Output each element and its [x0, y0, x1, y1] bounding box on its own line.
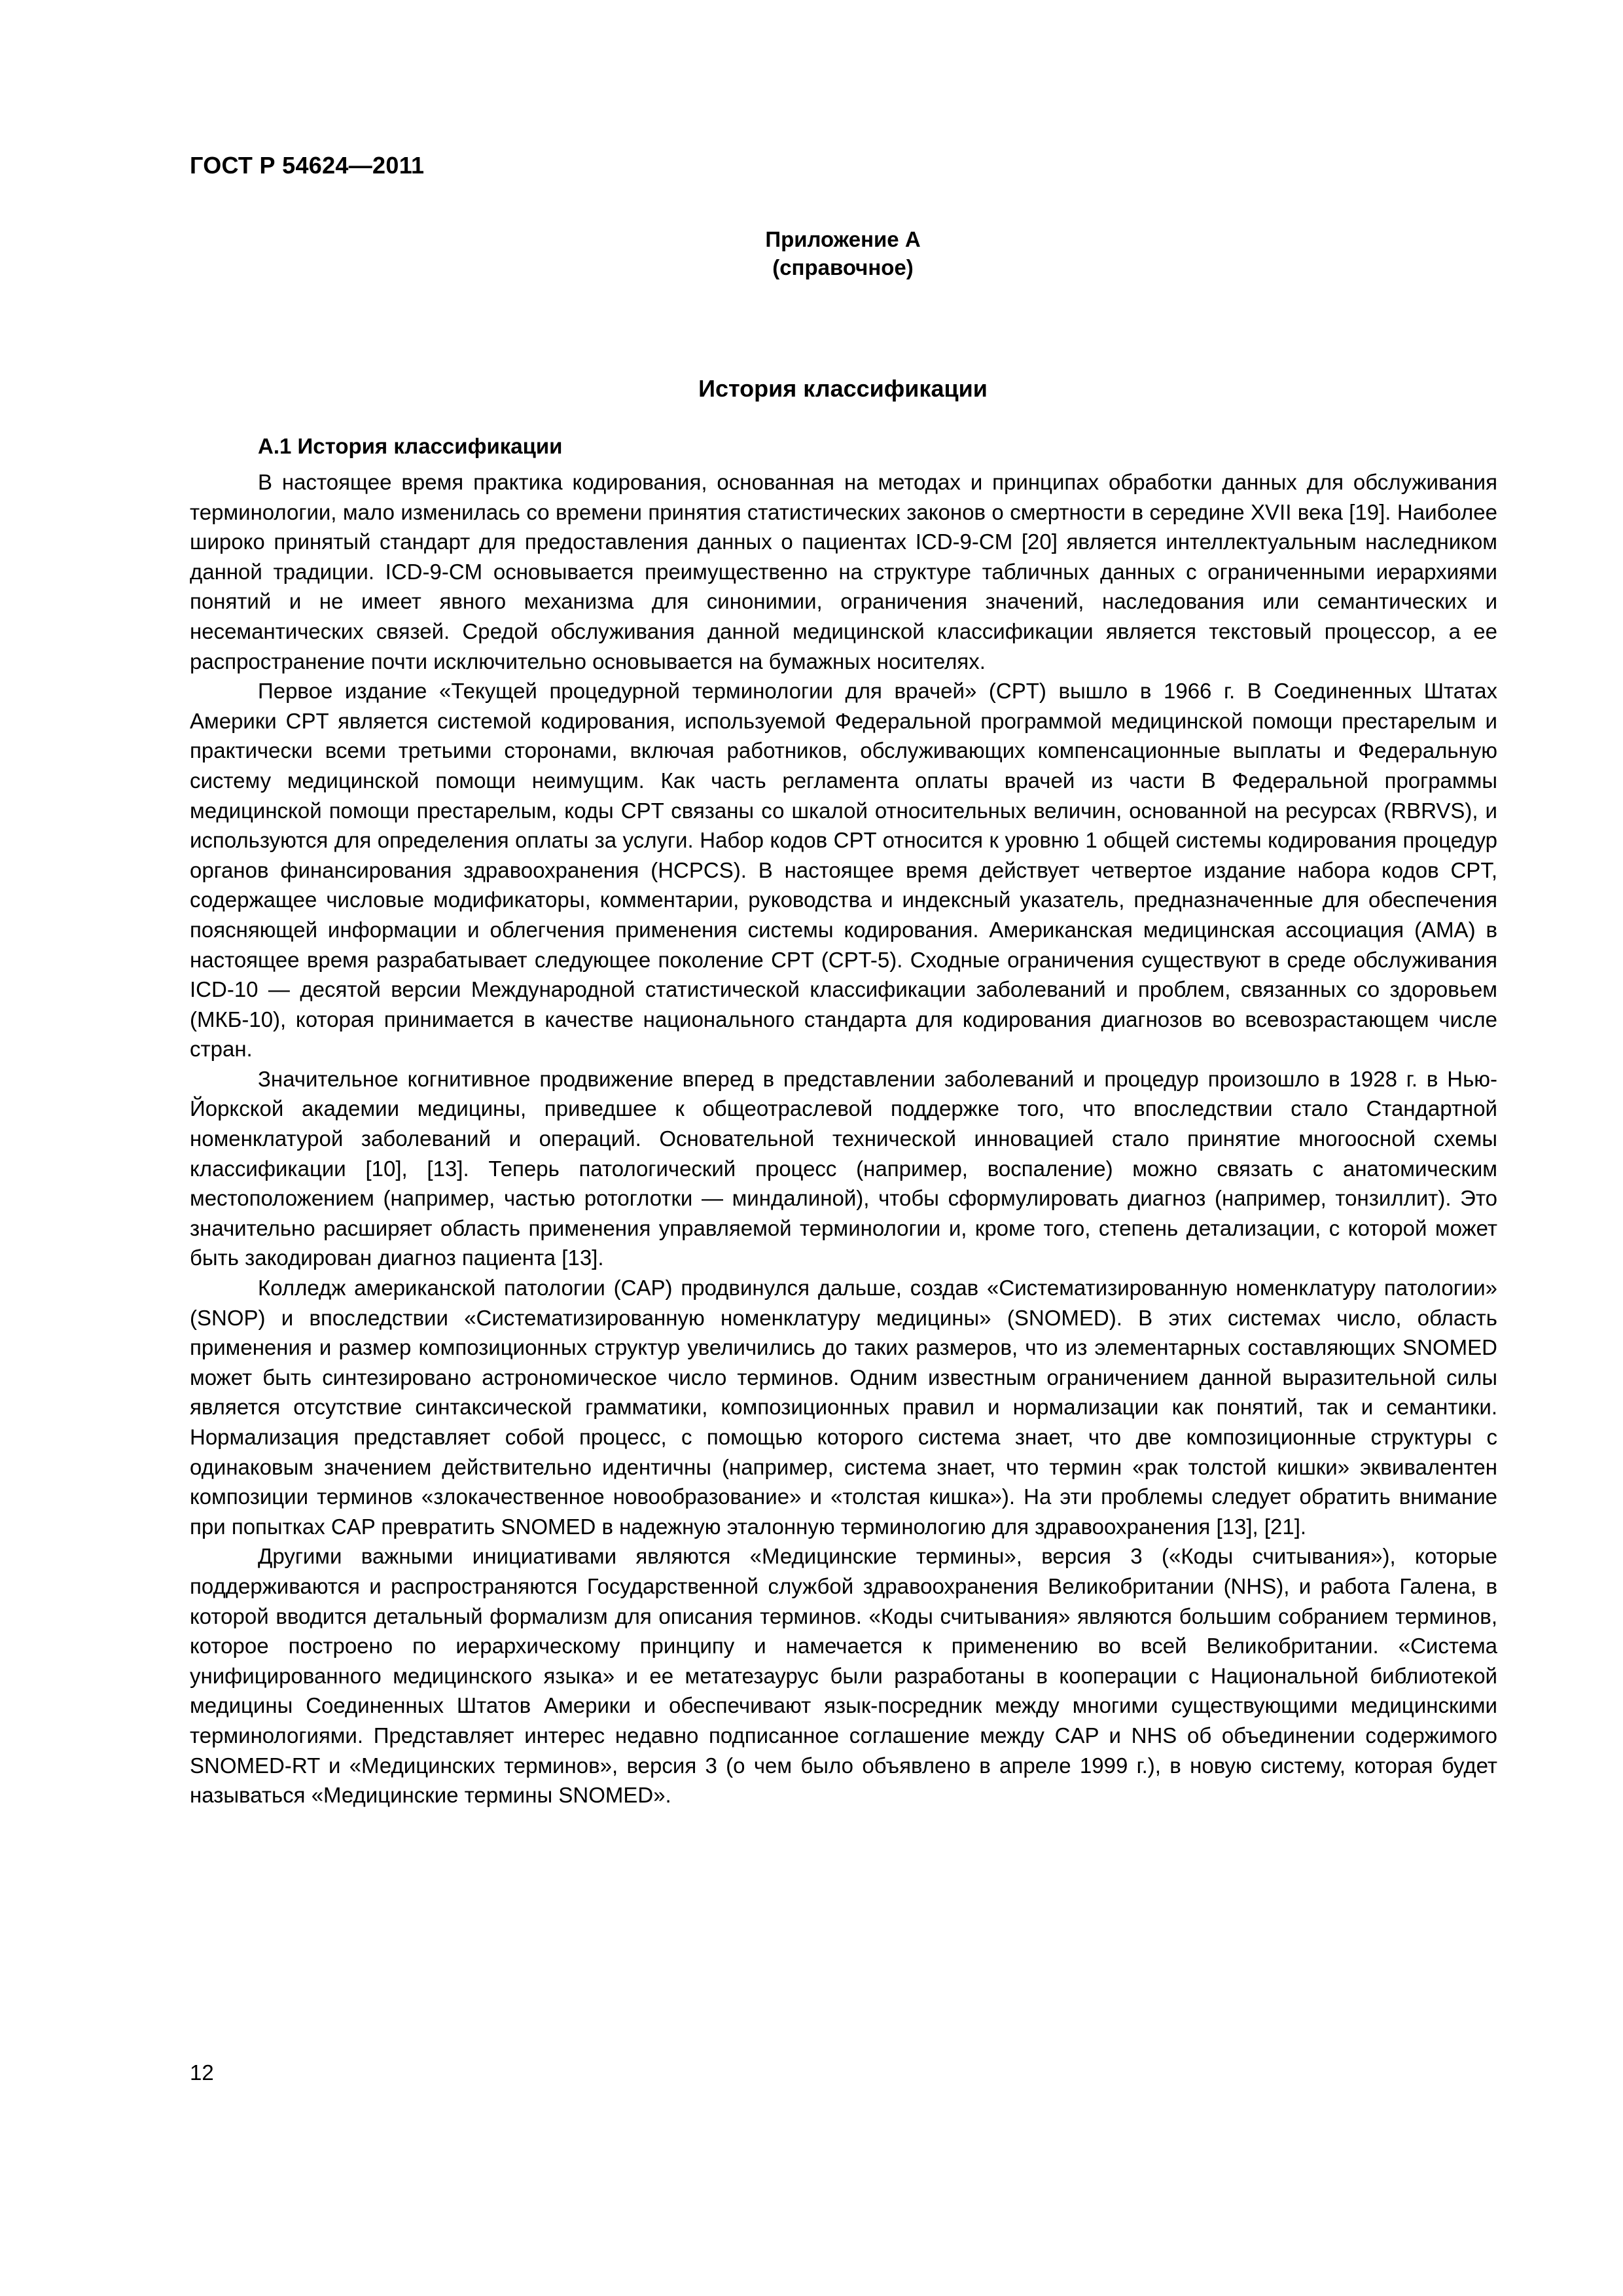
subsection-heading: А.1 История классификации [258, 434, 563, 458]
paragraph: Другими важными инициативами являются «Медицинские термины», версия 3 («Коды считывания»), которые поддерживаются и распространяются Государственной службой здравоохранения Великобритании (NHS), и работа Галена, в которой вводится детальный формализм для описания терминов. «Коды считывания» являются большим собранием терминов, которое построено по иерархическому принципу и намечается к применению во всей Великобритании. «Система унифицированного медицинского языка» и ее метатезаурус были разработаны в кооперации с Национальной библиотекой медицины Соединенных Штатов Америки и обеспечивают язык-посредник между многими существующими медицинскими терминологиями. Представляет интерес недавно подписанное соглашение между CAP и NHS об объединении содержимого SNOMED-RT и «Медицинских терминов», версия 3 (о чем было объявлено в апреле 1999 г.), в новую систему, которая будет называться «Медицинские термины SNOMED». [190, 1544, 1497, 1808]
paragraph: В настоящее время практика кодирования, основанная на методах и принципах обработки данных для обслуживания терминологии, мало изменилась со времени принятия статистических законов о смертности в середине XVII века [19]. Наиболее широко принятый стандарт для предоставления данных о пациентах ICD-9-CM [20] является интеллектуальным наследником данной традиции. ICD-9-CM основывается преимущественно на структуре табличных данных с ограниченными иерархиями понятий и не имеет явного механизма для синонимии, ограничения значений, наследования или семантических и несемантических связей. Средой обслуживания данной медицинской классификации является текстовый процессор, а ее распространение почти исключительно основывается на бумажных носителях. [190, 470, 1497, 673]
section-heading: История классификации [698, 375, 988, 402]
paragraph: Первое издание «Текущей процедурной терминологии для врачей» (CPT) вышло в 1966 г. В Соединенных Штатах Америки CPT является системой кодирования, используемой Федеральной программой медицинской помощи престарелым и практически всеми третьими сторонами, включая работников, обслуживающих компенсационные выплаты и Федеральную систему медицинской помощи неимущим. Как часть регламента оплаты врачей из части В Федеральной программы медицинской помощи престарелым, коды CPT связаны со шкалой относительных величин, основанной на ресурсах (RBRVS), и используются для определения оплаты за услуги. Набор кодов CPT относится к уровню 1 общей системы кодирования процедур органов финансирования здравоохранения (HCPCS). В настоящее время действует четвертое издание набора кодов CPT, содержащее числовые модификаторы, комментарии, руководства и индексный указатель, предназначенные для обеспечения поясняющей информации и облегчения применения системы кодирования. Американская медицинская ассоциация (AMA) в настоящее время разрабатывает следующее поколение CPT (CPT-5). Сходные ограничения существуют в среде обслуживания ICD-10 — десятой версии Международной статистической классификации заболеваний и проблем, связанных со здоровьем (МКБ-10), которая принимается в качестве национального стандарта для кодирования диагнозов во всевозрастающем числе стран. [190, 679, 1497, 1062]
paragraph: Значительное когнитивное продвижение вперед в представлении заболеваний и процедур произошло в 1928 г. в Нью-Йоркской академии медицины, приведшее к общеотраслевой поддержке того, что впоследствии стало Стандартной номенклатурой заболеваний и операций. Основательной технической инновацией стало принятие многоосной схемы классификации [10], [13]. Теперь патологический процесс (например, воспаление) можно связать с анатомическим местоположением (например, частью ротоглотки — миндалиной), чтобы сформулировать диагноз (например, тонзиллит). Это значительно расширяет область применения управляемой терминологии и, кроме того, степень детализации, с которой может быть закодирован диагноз пациента [13]. [190, 1066, 1497, 1270]
paragraph: Колледж американской патологии (CAP) продвинулся дальше, создав «Систематизированную номенклатуру патологии» (SNOP) и впоследствии «Систематизированную номенклатуру медицины» (SNOMED). В этих системах число, область применения и размер композиционных структур увеличились до таких размеров, что из элементарных составляющих SNOMED может быть синтезировано астрономическое число терминов. Одним известным ограничением данной выразительной силы является отсутствие синтаксической грамматики, композиционных правил и нормализации как понятий, так и семантики. Нормализация представляет собой процесс, с помощью которого система знает, что две композиционные структуры с одинаковым значением действительно идентичны (например, система знает, что термин «рак толстой кишки» эквивалентен композиции терминов «злокачественное новообразование» и «толстая кишка»). На эти проблемы следует обратить внимание при попытках CAP превратить SNOMED в надежную эталонную терминологию для здравоохранения [13], [21]. [190, 1276, 1497, 1539]
appendix-title: Приложение А [765, 227, 921, 251]
standard-designation: ГОСТ Р 54624—2011 [190, 152, 425, 179]
page-number: 12 [190, 2060, 214, 2085]
body-text [190, 467, 1497, 1810]
appendix-type: (справочное) [772, 255, 914, 279]
